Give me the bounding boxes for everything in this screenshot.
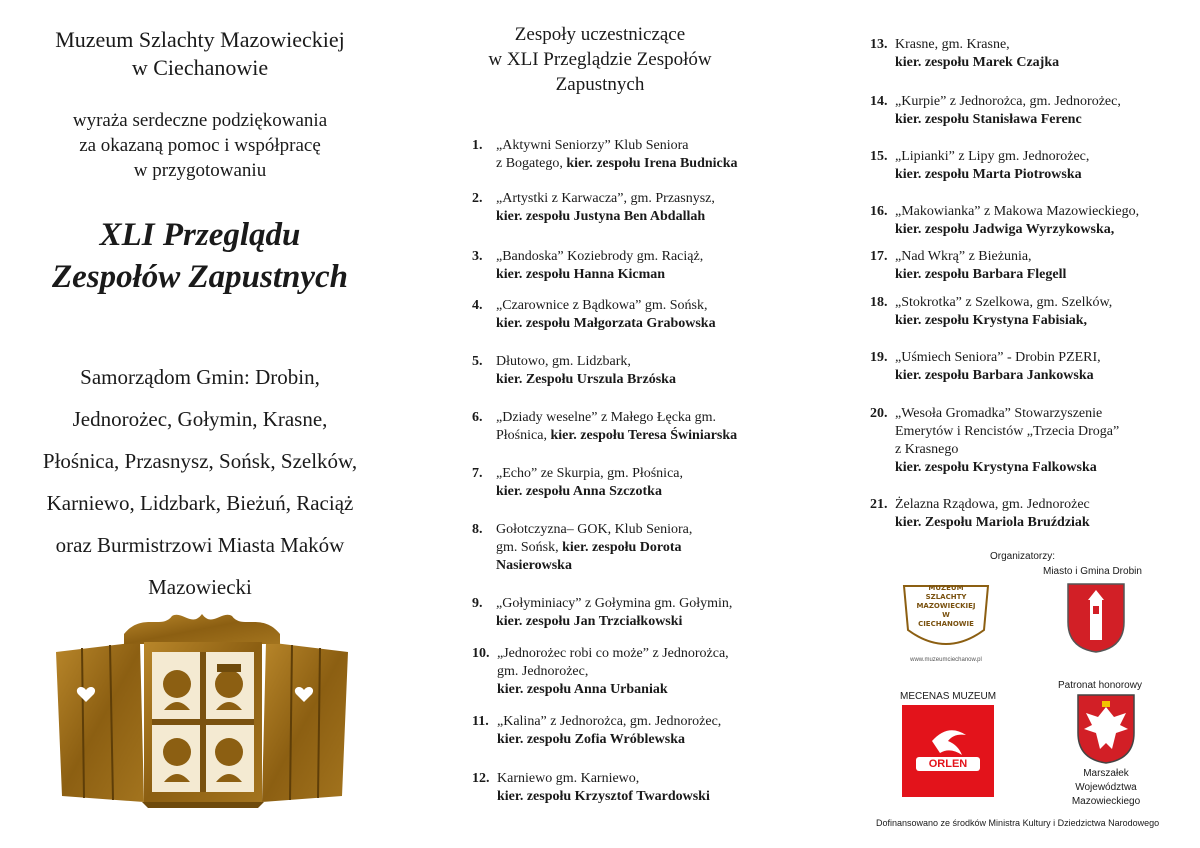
item-number: 9.: [472, 596, 483, 611]
item-name: „Bandoska” Koziebrody gm. Raciąż,: [496, 249, 704, 264]
item-name: „Jednorożec robi co może” z Jednorożca,: [497, 646, 729, 661]
item-leader-cont: kier. zespołu Anna Urbaniak: [497, 682, 668, 697]
item-name-cont: Emerytów i Rencistów „Trzecia Droga”: [895, 424, 1120, 439]
item-number: 18.: [870, 295, 888, 310]
item-leader: kier. zespołu Hanna Kicman: [496, 267, 666, 282]
drobin-crest-icon: [1066, 582, 1126, 654]
item-text: [496, 137, 738, 173]
item-number: 5.: [472, 354, 483, 369]
item-number: 20.: [870, 406, 888, 421]
item-number: 15.: [870, 149, 888, 164]
item-leader: kier. zespołu Jan Trzciałkowski: [496, 614, 683, 629]
item-text: [895, 203, 1139, 239]
museum-logo-text: MAZOWIECKIEJ: [916, 602, 976, 610]
item-number: 2.: [472, 191, 483, 206]
item-number: 17.: [870, 249, 888, 264]
item-name: „Makowianka” z Makowa Mazowieckiego,: [895, 204, 1140, 219]
item-text: [895, 148, 1089, 184]
item-name: „Stokrotka” z Szelkowa, gm. Szelków,: [895, 295, 1113, 310]
item-text: [895, 93, 1121, 129]
item-text: [497, 713, 721, 749]
drobin-label: Miasto i Gmina Drobin: [1043, 566, 1142, 577]
item-location: z Bogatego,: [496, 156, 567, 171]
item-text: [496, 353, 676, 389]
thanks-line-1: wyraża serdeczne podziękowania: [72, 110, 328, 131]
patronat-label: Patronat honorowy: [1058, 680, 1142, 691]
museum-logo: [896, 580, 996, 668]
item-name: „Uśmiech Seniora” - Drobin PZERI,: [895, 350, 1101, 365]
item-leader: kier. zespołu Dorota: [562, 540, 682, 555]
event-title: [0, 214, 400, 298]
museum-url: www.muzeumciechanow.pl: [910, 657, 982, 663]
item-name: „Echo” ze Skurpia, gm. Płośnica,: [496, 466, 684, 481]
heading-line-1: Zespoły uczestniczące: [514, 24, 686, 45]
item-number: 14.: [870, 94, 888, 109]
item-number: 10.: [472, 646, 490, 661]
item-text: [497, 645, 729, 699]
item-leader: kier. Zespołu Mariola Bruździak: [895, 515, 1090, 530]
orlen-text: ORLEN: [916, 757, 980, 771]
item-number: 1.: [472, 138, 483, 153]
item-leader: kier. zespołu Barbara Jankowska: [895, 368, 1094, 383]
museum-logo-text: W: [942, 611, 950, 619]
marszalek-line: Województwa: [1075, 782, 1137, 793]
museum-logo-text: CIECHANOWIE: [918, 620, 974, 628]
orlen-logo: [902, 705, 994, 797]
item-name: Karniewo gm. Karniewo,: [497, 771, 640, 786]
municipalities-text: [0, 356, 400, 608]
item-number: 13.: [870, 37, 888, 52]
item-location: gm. Sońsk,: [496, 540, 563, 555]
item-name: „Kurpie” z Jednorożca, gm. Jednorożec,: [895, 94, 1121, 109]
thanks-line-2: za okazaną pomoc i współpracę: [79, 135, 321, 156]
marszalek-text: [1052, 767, 1160, 809]
title-line-2: Zespołów Zapustnych: [51, 259, 349, 295]
mazovia-crest-icon: [1076, 693, 1136, 765]
item-text: [895, 496, 1090, 532]
item-text: [895, 36, 1059, 72]
item-name: „Aktywni Seniorzy” Klub Seniora: [496, 138, 689, 153]
item-leader: kier. zespołu Małgorzata Grabowska: [496, 316, 716, 331]
item-text: [496, 297, 716, 333]
gminy-line: oraz Burmistrzowi Miasta Maków: [55, 533, 345, 557]
item-leader: kier. zespołu Justyna Ben Abdallah: [496, 209, 706, 224]
title-line-1: XLI Przeglądu: [99, 217, 301, 253]
item-text: [496, 190, 715, 226]
item-name: „Wesoła Gromadka” Stowarzyszenie: [895, 406, 1103, 421]
item-number: 19.: [870, 350, 888, 365]
item-text: [895, 248, 1066, 284]
item-leader: kier. zespołu Krystyna Fabisiak,: [895, 313, 1088, 328]
item-leader: kier. zespołu Krzysztof Twardowski: [497, 789, 710, 804]
item-number: 4.: [472, 298, 483, 313]
participants-heading: [440, 22, 760, 97]
item-name: Dłutowo, gm. Lidzbark,: [496, 354, 631, 369]
item-name: Żelazna Rządowa, gm. Jednorożec: [895, 497, 1090, 512]
gminy-line: Jednorożec, Gołymin, Krasne,: [72, 407, 328, 431]
item-text: [895, 405, 1119, 477]
item-text: [496, 595, 732, 631]
museum-line-1: Muzeum Szlachty Mazowieckiej: [55, 27, 345, 52]
item-name: „Nad Wkrą” z Bieżunia,: [895, 249, 1032, 264]
item-name: „Kalina” z Jednorożca, gm. Jednorożec,: [497, 714, 722, 729]
window-shutters-illustration: [52, 612, 352, 808]
item-number: 8.: [472, 522, 483, 537]
item-number: 16.: [870, 204, 888, 219]
museum-logo-text: MUZEUM: [928, 584, 964, 592]
item-name: „Artystki z Karwacza”, gm. Przasnysz,: [496, 191, 715, 206]
item-leader: kier. zespołu Stanisława Ferenc: [895, 112, 1082, 127]
gminy-line: Karniewo, Lidzbark, Bieżuń, Raciąż: [46, 491, 354, 515]
gminy-line: Mazowiecki: [148, 575, 252, 599]
mecenas-label: MECENAS MUZEUM: [900, 691, 997, 702]
item-number: 12.: [472, 771, 490, 786]
item-text: [895, 294, 1112, 330]
item-name: „Gołyminiacy” z Gołymina gm. Gołymin,: [496, 596, 733, 611]
heading-line-2: w XLI Przeglądzie Zespołów: [488, 49, 712, 70]
item-name: „Dziady weselne” z Małego Łęcka gm.: [496, 410, 717, 425]
heading-line-3: Zapustnych: [555, 74, 645, 95]
item-leader: kier. zespołu Barbara Flegell: [895, 267, 1067, 282]
gminy-line: Płośnica, Przasnysz, Sońsk, Szelków,: [42, 449, 358, 473]
funding-note: Dofinansowano ze środków Ministra Kultury i Dziedzictwa Narodowego: [876, 818, 1160, 828]
item-location: z Krasnego: [895, 442, 959, 457]
item-leader: kier. zespołu Zofia Wróblewska: [497, 732, 685, 747]
item-name: Krasne, gm. Krasne,: [895, 37, 1010, 52]
organizers-label: Organizatorzy:: [990, 551, 1056, 562]
item-name: Gołotczyzna– GOK, Klub Seniora,: [496, 522, 693, 537]
marszalek-line: Mazowieckiego: [1071, 796, 1141, 807]
item-leader: kier. zespołu Marta Piotrowska: [895, 167, 1082, 182]
item-number: 21.: [870, 497, 888, 512]
item-leader: kier. zespołu Teresa Świniarska: [550, 428, 738, 443]
thanks-text: [0, 108, 400, 183]
item-location: gm. Jednorożec,: [497, 664, 589, 679]
orlen-eagle-icon: [902, 705, 994, 797]
item-name: „Czarownice z Bądkowa” gm. Sońsk,: [496, 298, 708, 313]
marszalek-line: Marszałek: [1083, 768, 1129, 779]
item-text: [496, 465, 683, 501]
item-location: Płośnica,: [496, 428, 551, 443]
item-leader: kier. zespołu Marek Czajka: [895, 55, 1060, 70]
item-number: 6.: [472, 410, 483, 425]
museum-line-2: w Ciechanowie: [131, 55, 269, 80]
item-text: [496, 248, 703, 284]
item-leader: kier. zespołu Anna Szczotka: [496, 484, 662, 499]
item-number: 11.: [472, 714, 489, 729]
item-name: „Lipianki” z Lipy gm. Jednorożec,: [895, 149, 1090, 164]
item-leader: kier. zespołu Jadwiga Wyrzykowska,: [895, 222, 1115, 237]
item-leader-cont: kier. zespołu Krystyna Falkowska: [895, 460, 1097, 475]
museum-name: [0, 26, 400, 82]
item-leader: kier. Zespołu Urszula Brzóska: [496, 372, 676, 387]
item-leader-cont: Nasierowska: [496, 558, 572, 573]
item-text: [496, 521, 692, 575]
item-number: 7.: [472, 466, 483, 481]
thanks-line-3: w przygotowaniu: [133, 160, 267, 181]
item-text: [497, 770, 710, 806]
item-leader: kier. zespołu Irena Budnicka: [566, 156, 738, 171]
item-number: 3.: [472, 249, 483, 264]
museum-logo-text: SZLACHTY: [925, 593, 967, 601]
item-text: [895, 349, 1101, 385]
item-text: [496, 409, 737, 445]
gminy-line: Samorządom Gmin: Drobin,: [80, 365, 320, 389]
